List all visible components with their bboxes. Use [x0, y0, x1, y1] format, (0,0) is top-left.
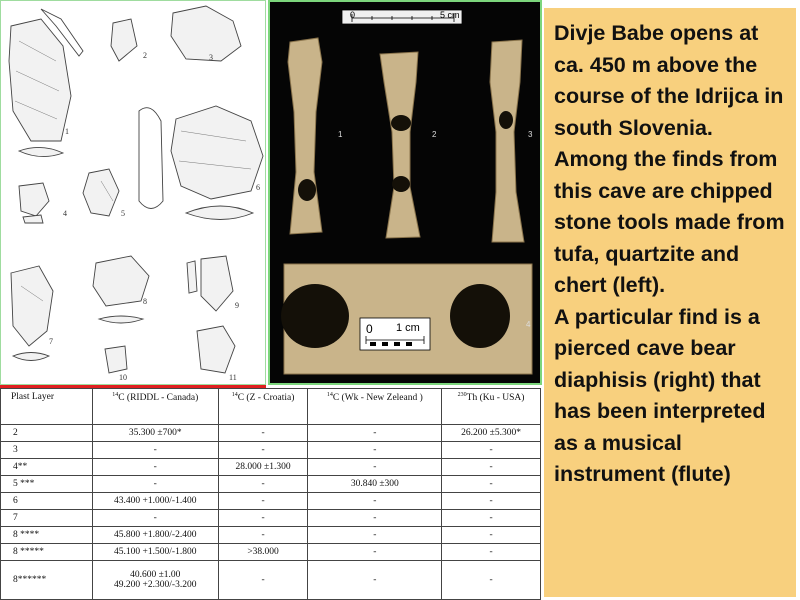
cell-riddl: 35.300 ±700* [92, 425, 218, 442]
figure-number: 4 [63, 209, 67, 218]
cell-layer: 8 ***** [1, 544, 93, 561]
figure-number: 1 [65, 127, 69, 136]
cell-ku: - [442, 493, 541, 510]
tool-6 [171, 106, 263, 199]
tool-2 [111, 19, 137, 61]
cell-riddl: 45.800 +1.800/-2.400 [92, 527, 218, 544]
cell-zagreb: - [218, 442, 308, 459]
tool-6-side [139, 108, 163, 209]
header-layer: Plast Layer [1, 389, 93, 425]
cell-riddl: 45.100 +1.500/-1.800 [92, 544, 218, 561]
photo-figure-number: 2 [432, 130, 437, 139]
cell-riddl: - [92, 459, 218, 476]
tool-5 [83, 169, 119, 216]
figure-number: 9 [235, 301, 239, 310]
cell-wk: - [308, 459, 442, 476]
tool-9 [201, 256, 233, 311]
cell-layer: 6 [1, 493, 93, 510]
cell-zagreb: - [218, 476, 308, 493]
photo-figure-number: 3 [528, 130, 533, 139]
tool-1-section [19, 147, 63, 156]
cell-layer: 8 **** [1, 527, 93, 544]
table-row [1, 476, 541, 493]
cell-layer: 5 *** [1, 476, 93, 493]
tool-4-side [23, 215, 43, 223]
header-wk: $^{14}$C (Wk - New Zeleand ) [308, 389, 442, 425]
table-row [1, 544, 541, 561]
description-panel [544, 8, 796, 597]
tool-6-section [186, 206, 253, 220]
table-row [1, 459, 541, 476]
top-scale-end: 5 cm [440, 10, 460, 20]
cell-zagreb: - [218, 425, 308, 442]
cell-ku: - [442, 544, 541, 561]
cell-layer: 4** [1, 459, 93, 476]
table-row [1, 561, 541, 600]
photo-figure-number: 4 [526, 320, 531, 329]
stone-tool-sketches [1, 1, 267, 386]
table-header-row [1, 389, 541, 425]
bone-1 [288, 38, 322, 234]
table-row [1, 493, 541, 510]
tool-8-section [99, 316, 143, 323]
cell-riddl: - [92, 510, 218, 527]
cell-layer: 7 [1, 510, 93, 527]
header-zagreb: $^{14}$C (Z - Croatia) [218, 389, 308, 425]
cell-ku: - [442, 459, 541, 476]
table-row [1, 425, 541, 442]
top-scale-start: 0 [350, 10, 356, 20]
figure-number: 10 [119, 373, 127, 382]
cell-ku: - [442, 561, 541, 600]
cell-riddl: - [92, 476, 218, 493]
tool-10 [105, 346, 127, 373]
figure-number: 8 [143, 297, 147, 306]
cell-wk: 30.840 ±300 [308, 476, 442, 493]
cell-wk: - [308, 510, 442, 527]
dating-table-container [0, 388, 541, 600]
cell-riddl: 43.400 +1.000/-1.400 [92, 493, 218, 510]
cell-layer: 8****** [1, 561, 93, 600]
cell-ku: - [442, 510, 541, 527]
figure-number: 6 [256, 183, 260, 192]
bottom-scale-end: 1 cm [396, 322, 420, 334]
bone-flute-photo [268, 0, 542, 385]
cell-wk: - [308, 425, 442, 442]
table-row [1, 527, 541, 544]
cell-riddl-line1: 40.600 ±1.00 [130, 570, 181, 580]
cell-zagreb: - [218, 510, 308, 527]
cell-zagreb: 28.000 ±1.300 [218, 459, 308, 476]
tool-1 [9, 19, 71, 141]
header-riddl: $^{14}$C (RIDDL - Canada) [92, 389, 218, 425]
tool-7 [11, 266, 53, 346]
description-paragraph-1: Divje Babe opens at ca. 450 m above the course of the Idrijca in south Slovenia. Among the finds from this cave are chipped stone tools made from tufa, quartzite and chert (left). [554, 21, 785, 297]
cell-wk: - [308, 544, 442, 561]
cell-wk: - [308, 493, 442, 510]
cell-riddl [92, 561, 218, 600]
figure-number: 5 [121, 209, 125, 218]
cell-wk: - [308, 561, 442, 600]
table-row [1, 442, 541, 459]
tool-7-section [13, 353, 49, 361]
cell-zagreb: - [218, 493, 308, 510]
tool-9-side [187, 261, 197, 293]
bone-2 [380, 52, 420, 238]
figure-number: 2 [143, 51, 147, 60]
tool-4 [19, 183, 49, 216]
cell-zagreb: - [218, 527, 308, 544]
cell-wk: - [308, 442, 442, 459]
cell-wk: - [308, 527, 442, 544]
figure-number: 7 [49, 337, 53, 346]
cell-zagreb: - [218, 561, 308, 600]
table-row [1, 510, 541, 527]
tool-8 [93, 256, 149, 306]
tool-3 [171, 6, 241, 61]
cell-ku: - [442, 442, 541, 459]
dating-table [0, 388, 541, 600]
cell-layer: 3 [1, 442, 93, 459]
cell-ku: - [442, 476, 541, 493]
photo-figure-number: 1 [338, 130, 343, 139]
cell-ku: - [442, 527, 541, 544]
figure-number: 3 [209, 53, 213, 62]
bottom-scale-start: 0 [366, 322, 373, 336]
cell-riddl: - [92, 442, 218, 459]
header-ku: $^{230}$Th (Ku - USA) [442, 389, 541, 425]
tool-11 [197, 326, 235, 373]
figure-number: 11 [229, 373, 237, 382]
description-paragraph-2: A particular find is a pierced cave bear diaphisis (right) that has been interpreted as a musical instrument (flute) [554, 304, 766, 486]
cell-ku: 26.200 ±5.300* [442, 425, 541, 442]
cell-zagreb: >38.000 [218, 544, 308, 561]
cell-riddl-line2: 49.200 +2.300/-3.200 [114, 580, 197, 590]
stone-tools-drawings [0, 0, 266, 385]
cell-layer: 2 [1, 425, 93, 442]
bone-3 [490, 40, 524, 242]
